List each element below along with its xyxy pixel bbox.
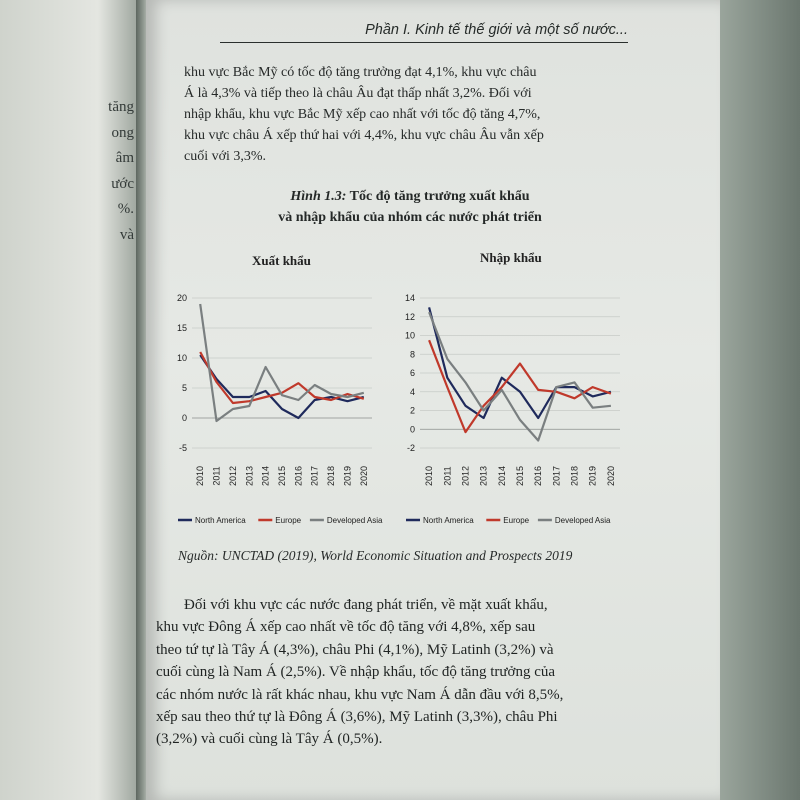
y-tick-label: -5: [178, 443, 187, 453]
x-tick-label: 2013: [244, 465, 255, 487]
y-tick-label: 2: [409, 405, 415, 416]
y-tick-label: -2: [406, 443, 415, 453]
x-tick-label: 2018: [569, 465, 580, 487]
left-fragment: %.: [117, 201, 134, 217]
running-header: Phần I. Kinh tế thế giới và một số nước...: [220, 22, 628, 43]
text-line: Á là 4,3% và tiếp theo là châu Âu đạt thấp nhất 3,2%. Đối với: [184, 86, 532, 101]
x-tick-label: 2018: [326, 465, 337, 487]
text-line: cuối với 3,3%.: [184, 149, 267, 164]
x-tick-label: 2012: [227, 465, 238, 487]
figure-title-line1: Tốc độ tăng trưởng xuất khẩu: [346, 189, 530, 204]
x-tick-label: 2016: [293, 465, 304, 487]
y-tick-label: 12: [404, 311, 415, 322]
left-fragment: ước: [111, 175, 134, 192]
x-tick-label: 2011: [211, 466, 222, 486]
x-tick-label: 2015: [277, 465, 287, 487]
x-tick-label: 2014: [496, 465, 507, 487]
x-tick-label: 2016: [533, 465, 544, 487]
x-tick-label: 2020: [358, 465, 369, 487]
x-tick-label: 2011: [442, 466, 453, 486]
left-fragment: và: [119, 226, 134, 243]
text-line: khu vực châu Á xếp thứ hai với 4,4%, khu vực châu Âu vẫn xếp: [184, 128, 544, 143]
series-line-developed-asia: [200, 304, 364, 421]
series-line-developed-asia: [429, 312, 611, 440]
text-line: các nhóm nước là rất khác nhau, khu vực Nam Á dẫn đầu với 8,5%,: [156, 686, 564, 703]
y-tick-label: 10: [404, 330, 415, 341]
figure-label: Hình 1.3:: [290, 189, 347, 204]
exports-chart: [170, 290, 383, 525]
x-tick-label: 2010: [195, 465, 206, 487]
left-fragment: ong: [111, 124, 134, 141]
legend-label: North America: [195, 516, 246, 525]
text-line: nhập khẩu, khu vực Bắc Mỹ xếp cao nhất với tốc độ tăng 4,7%,: [184, 107, 541, 122]
text-line: khu vực Đông Á xếp cao nhất về tốc độ tăng với 4,8%, xếp sau: [156, 619, 536, 636]
legend-label: Europe: [275, 516, 302, 525]
x-tick-label: 2014: [260, 465, 271, 487]
x-tick-label: 2013: [478, 465, 489, 487]
x-tick-label: 2015: [515, 465, 525, 487]
legend-label: Developed Asia: [326, 516, 383, 525]
y-tick-label: 15: [176, 323, 187, 333]
y-tick-label: 0: [181, 413, 187, 423]
y-tick-label: 14: [404, 293, 415, 303]
paragraph-top: [184, 62, 624, 167]
paragraph-bottom: [156, 594, 644, 751]
figure-title: [180, 186, 640, 228]
legend-label: Developed Asia: [554, 516, 611, 525]
page-edge: [720, 0, 800, 800]
text-line: (3,2%) và cuối cùng là Tây Á (0,5%).: [156, 731, 383, 748]
x-tick-label: 2020: [605, 465, 616, 487]
x-tick-label: 2017: [309, 465, 320, 487]
text-line: Đối với khu vực các nước đang phát triển, về mặt xuất khẩu,: [184, 597, 548, 613]
y-tick-label: 5: [181, 383, 187, 393]
y-tick-label: 20: [176, 293, 187, 303]
series-line-north-america: [200, 355, 364, 418]
x-tick-label: 2019: [587, 465, 598, 487]
y-tick-label: 10: [176, 353, 187, 363]
x-tick-label: 2010: [424, 465, 435, 487]
text-line: xếp sau theo thứ tự là Đông Á (3,6%), Mỹ Latinh (3,3%), châu Phi: [156, 709, 558, 726]
text-line: cuối cùng là Nam Á (2,5%). Về nhập khẩu, tốc độ tăng trưởng của: [156, 664, 556, 681]
figure-source: Nguồn: UNCTAD (2019), World Economic Situation and Prospects 2019: [178, 548, 573, 563]
left-page: [0, 0, 140, 800]
left-page-text: [94, 95, 134, 248]
y-tick-label: 6: [409, 368, 415, 378]
legend-label: Europe: [503, 516, 530, 525]
figure-title-line2: và nhập khẩu của nhóm các nước phát triển: [278, 210, 542, 225]
legend-label: North America: [423, 516, 474, 525]
chart-title-exports: Xuất khẩu: [252, 253, 311, 268]
x-tick-label: 2019: [342, 465, 353, 487]
left-fragment: tăng: [108, 99, 134, 115]
x-tick-label: 2017: [551, 465, 562, 487]
y-tick-label: 4: [409, 386, 415, 397]
x-tick-label: 2012: [460, 465, 471, 487]
text-line: theo tứ tự là Tây Á (4,3%), châu Phi (4,1%), Mỹ Latinh (3,2%) và: [156, 641, 554, 658]
imports-chart: [398, 290, 633, 525]
y-tick-label: 8: [409, 349, 415, 360]
chart-title-imports: Nhập khẩu: [480, 250, 542, 265]
left-fragment: âm: [115, 150, 134, 166]
y-tick-label: 0: [409, 424, 415, 435]
text-line: khu vực Bắc Mỹ có tốc độ tăng trưởng đạt 4,1%, khu vực châu: [184, 65, 537, 80]
